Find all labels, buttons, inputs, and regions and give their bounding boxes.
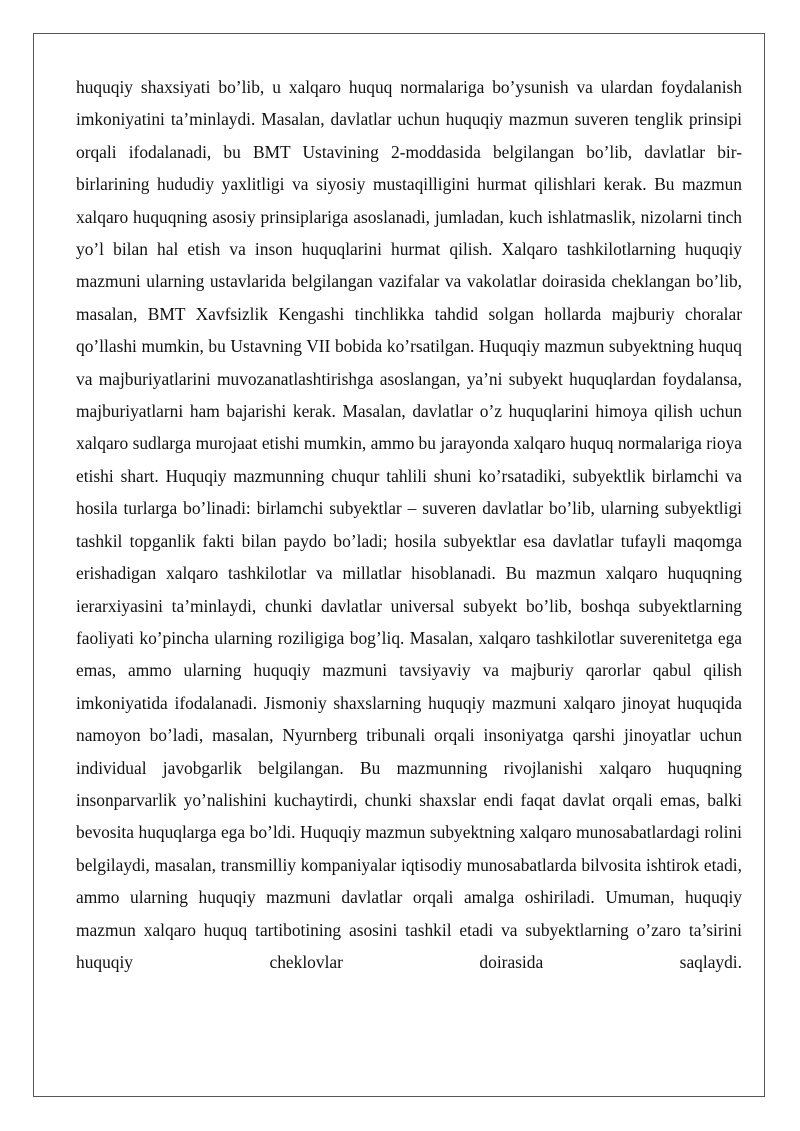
body-paragraph: huquqiy shaxsiyati bo’lib, u xalqaro huquq normalariga bo’ysunish va ulardan foydalanish imkoniyatini ta’minlaydi. Masalan, davlatlar uchun huquqiy mazmun suveren tenglik prinsipi orqali ifodalanadi, bu BMT Ustavining 2-moddasida belgilangan bo’lib, davlatlar bir-birlarining hududiy yaxlitligi va siyosiy mustaqilligini hurmat qilishlari kerak. Bu mazmun xalqaro huquqning asosiy prinsiplariga asoslanadi, jumladan, kuch ishlatmaslik, nizolarni tinch yo’l bilan hal etish va inson huquqlarini hurmat qilish. Xalqaro tashkilotlarning huquqiy mazmuni ularning ustavlarida belgilangan vazifalar va vakolatlar doirasida cheklangan bo’lib, masalan, BMT Xavfsizlik Kengashi tinchlikka tahdid solgan hollarda majburiy choralar qo’llashi mumkin, bu Ustavning VII bobida ko’rsatilgan. Huquqiy mazmun subyektning huquq va majburiyatlarini muvozanatlashtirishga asoslangan, ya’ni subyekt huquqlardan foydalansa, majburiyatlarni ham bajarishi kerak. Masalan, davlatlar o’z huquqlarini himoya qilish uchun xalqaro sudlarga murojaat etishi mumkin, ammo bu jarayonda xalqaro huquq normalariga rioya etishi shart. Huquqiy mazmunning chuqur tahlili shuni ko’rsatadiki, subyektlik birlamchi va hosila turlarga bo’linadi: birlamchi subyektlar – suveren davlatlar bo’lib, ularning subyektligi tashkil topganlik fakti bilan paydo bo’ladi; hosila subyektlar esa davlatlar tufayli maqomga erishadigan xalqaro tashkilotlar va millatlar hisoblanadi. Bu mazmun xalqaro huquqning ierarxiyasini ta’minlaydi, chunki davlatlar universal subyekt bo’lib, boshqa subyektlarning faoliyati ko’pincha ularning roziligiga bog’liq. Masalan, xalqaro tashkilotlar suverenitetga ega emas, ammo ularning huquqiy mazmuni tavsiyaviy va majburiy qarorlar qabul qilish imkoniyatida ifodalanadi. Jismoniy shaxslarning huquqiy mazmuni xalqaro jinoyat huquqida namoyon bo’ladi, masalan, Nyurnberg tribunali orqali insoniyatga qarshi jinoyatlar uchun individual javobgarlik belgilangan. Bu mazmunning rivojlanishi xalqaro huquqning insonparvarlik yo’nalishini kuchaytirdi, chunki shaxslar endi faqat davlat orqali emas, balki bevosita huquqlarga ega bo’ldi. Huquqiy mazmun subyektning xalqaro munosabatlardagi rolini belgilaydi, masalan, transmilliy kompaniyalar iqtisodiy munosabatlarda bilvosita ishtirok etadi, ammo ularning huquqiy mazmuni davlatlar orqali amalga oshiriladi. Umuman, huquqiy mazmun xalqaro huquq tartibotining asosini tashkil etadi va subyektlarning o’zaro ta’sirini huquqiy cheklovlar doirasida saqlaydi.: [76, 77, 742, 972]
